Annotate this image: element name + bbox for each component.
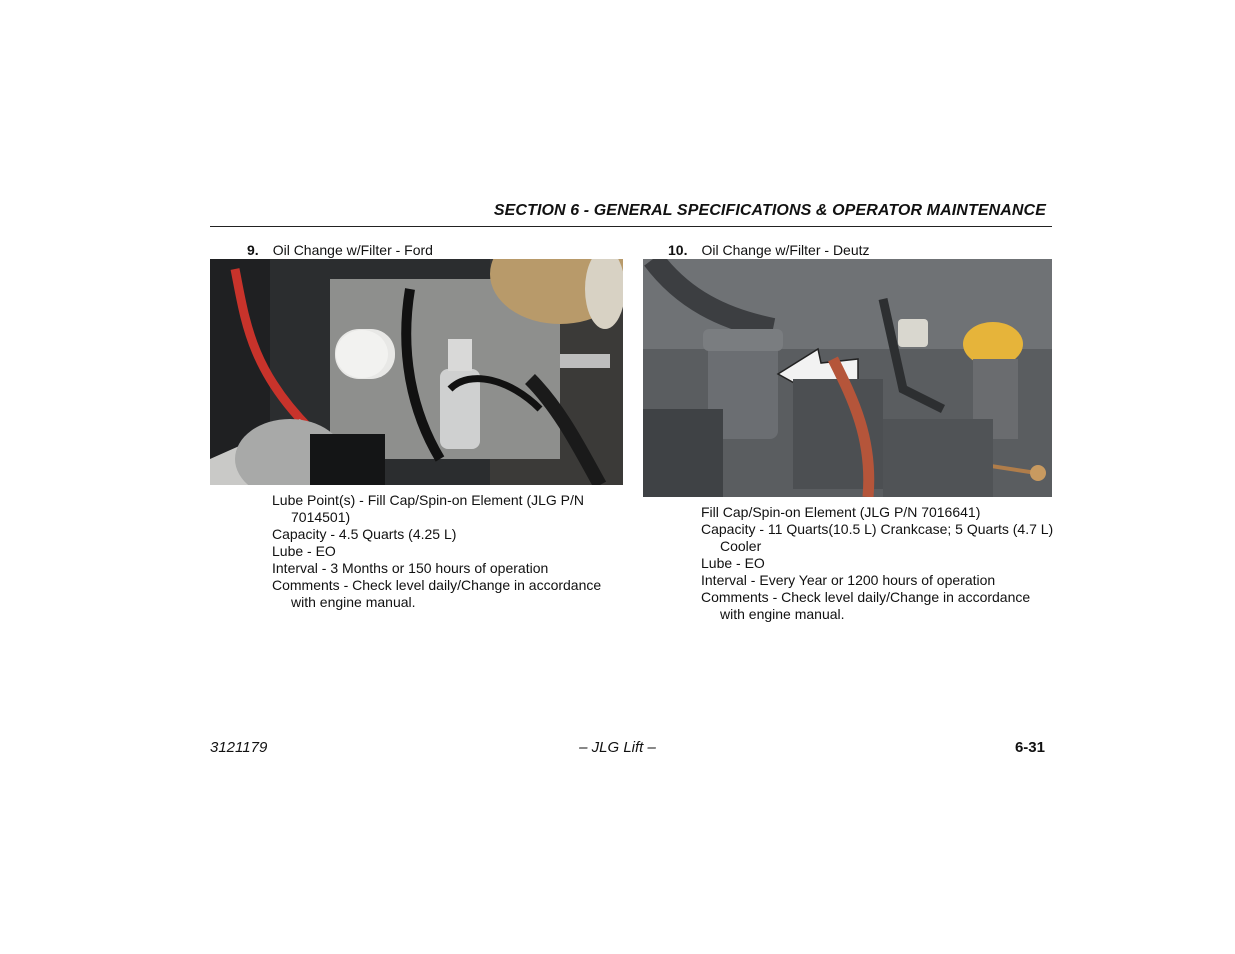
item-10-spec-line: Interval - Every Year or 1200 hours of operation <box>701 572 996 588</box>
item-9-spec-line: Capacity - 4.5 Quarts (4.25 L) <box>272 526 457 542</box>
footer-product-name: – JLG Lift – <box>579 739 656 756</box>
item-10-title: Oil Change w/Filter - Deutz <box>701 242 870 258</box>
item-10-spec-line: Lube - EO <box>701 555 765 571</box>
item-9-spec-line: Comments - Check level daily/Change in accordance with engine manual. <box>272 577 602 610</box>
deutz-engine-photo <box>643 259 1052 497</box>
item-10-spec-line: Capacity - 11 Quarts(10.5 L) Crankcase; 5 Quarts (4.7 L) Cooler <box>701 521 1054 554</box>
document-number: 3121179 <box>210 739 268 756</box>
item-10-number: 10. <box>668 242 688 258</box>
item-10-spec-line: Comments - Check level daily/Change in accordance with engine manual. <box>701 589 1031 622</box>
item-10-specs <box>701 504 1056 623</box>
page-number: 6-31 <box>1014 739 1045 756</box>
item-10-spec-line: Fill Cap/Spin-on Element (JLG P/N 7016641) <box>701 504 981 520</box>
item-10-heading <box>668 242 870 258</box>
item-9-number: 9. <box>247 242 259 258</box>
item-9-heading <box>247 242 433 258</box>
ford-engine-photo <box>210 259 623 485</box>
item-9-specs <box>272 492 617 611</box>
item-9-spec-line: Lube Point(s) - Fill Cap/Spin-on Element (JLG P/N 7014501) <box>272 492 585 525</box>
section-title: SECTION 6 - GENERAL SPECIFICATIONS & OPERATOR MAINTENANCE <box>493 202 1046 219</box>
header-divider <box>210 226 1052 227</box>
item-9-spec-line: Lube - EO <box>272 543 336 559</box>
item-9-title: Oil Change w/Filter - Ford <box>272 242 433 258</box>
item-9-spec-line: Interval - 3 Months or 150 hours of operation <box>272 560 549 576</box>
